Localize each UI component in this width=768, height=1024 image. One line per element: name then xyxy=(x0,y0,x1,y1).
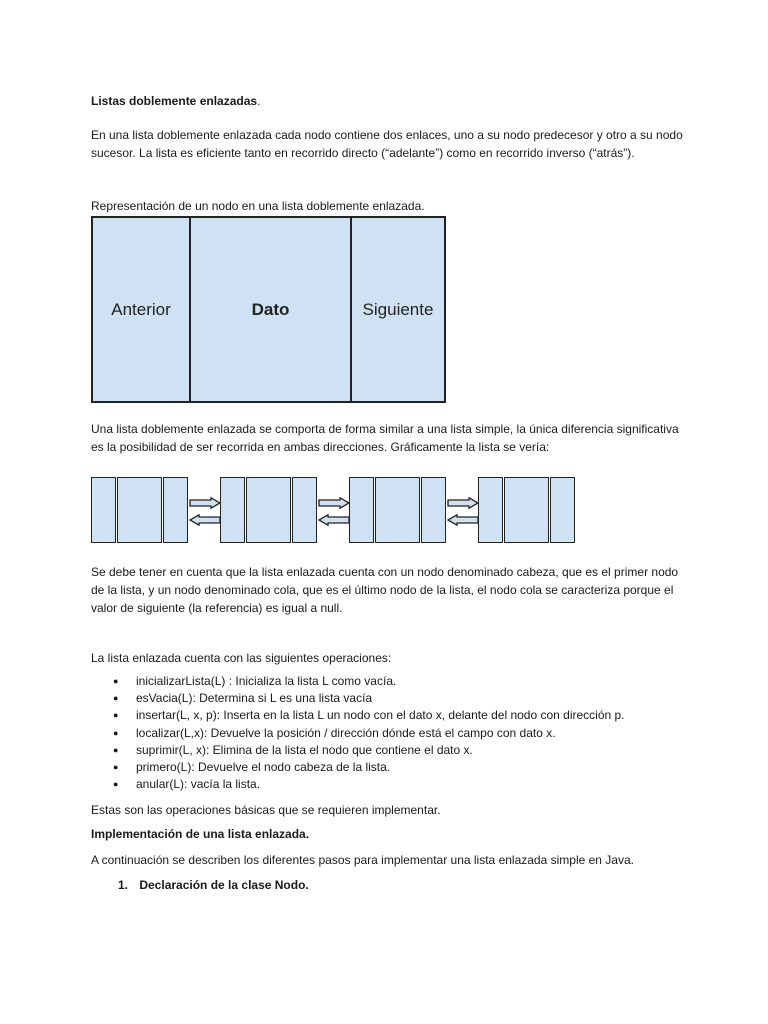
operation-item: ● localizar(L,x): Devuelve la posición / dirección dónde está el campo con dato x. xyxy=(113,725,625,742)
operation-item: ● suprimir(L, x): Elimina de la lista el nodo que contiene el dato x. xyxy=(113,742,625,759)
node-prev-cell xyxy=(478,477,503,543)
node-data-cell xyxy=(504,477,549,543)
step-text: Declaración de la clase Nodo. xyxy=(139,878,309,892)
node-caption: Representación de un nodo en una lista doblemente enlazada. xyxy=(91,199,425,213)
doubly-linked-list-diagram xyxy=(91,477,577,543)
operation-item: ● inicializarLista(L) : Inicializa la lista L como vacía. xyxy=(113,673,625,690)
node-prev-cell xyxy=(91,477,116,543)
operation-item: ● anular(L): vacía la lista. xyxy=(113,776,625,793)
intro-paragraph: En una lista doblemente enlazada cada nodo contiene dos enlaces, uno a su nodo predecesor y otro a su nodo sucesor. La lista es eficiente tanto en recorrido directo (“adelante”) como en recorrido inverso (“atrás”). xyxy=(91,128,683,160)
prev-arrow-icon xyxy=(447,514,479,526)
next-arrow-icon xyxy=(189,497,221,509)
node-field-siguiente: Siguiente xyxy=(350,218,444,401)
node-data-cell xyxy=(375,477,420,543)
operations-list xyxy=(113,673,625,793)
node-data-cell xyxy=(246,477,291,543)
implementation-title: Implementación de una lista enlazada. xyxy=(91,827,310,841)
basic-operations-note: Estas son las operaciones básicas que se requieren implementar. xyxy=(91,803,441,817)
node-next-cell xyxy=(550,477,575,543)
step-1-heading xyxy=(118,876,309,894)
similar-paragraph: Una lista doblemente enlazada se comporta de forma similar a una lista simple, la única diferencia significativa es la posibilidad de ser recorrida en ambas direcciones. Gráficamente la lista se vería: xyxy=(91,422,679,454)
step-number: 1. xyxy=(118,878,129,892)
operation-item: ● primero(L): Devuelve el nodo cabeza de la lista. xyxy=(113,759,625,776)
operation-item: ● esVacia(L): Determina si L es una lista vacía xyxy=(113,690,625,707)
section-title: Listas doblemente enlazadas. xyxy=(91,94,261,108)
operation-item: ● insertar(L, x, p): Inserta en la lista L un nodo con el dato x, delante del nodo con dirección p. xyxy=(113,707,625,724)
node-field-dato: Dato xyxy=(189,218,350,401)
node-prev-cell xyxy=(220,477,245,543)
node-next-cell xyxy=(292,477,317,543)
node-data-cell xyxy=(117,477,162,543)
node-next-cell xyxy=(421,477,446,543)
implementation-paragraph: A continuación se describen los diferentes pasos para implementar una lista enlazada simple en Java. xyxy=(91,853,634,867)
node-field-anterior: Anterior xyxy=(111,299,171,319)
head-tail-paragraph: Se debe tener en cuenta que la lista enlazada cuenta con un nodo denominado cabeza, que es el primer nodo de la lista, y un nodo denominado cola, que es el último nodo de la lista, el nodo cola se caracteriza porque el valor de siguiente (la referencia) es igual a null. xyxy=(91,565,679,615)
prev-arrow-icon xyxy=(318,514,350,526)
prev-arrow-icon xyxy=(189,514,221,526)
operations-intro: La lista enlazada cuenta con las siguientes operaciones: xyxy=(91,651,392,665)
node-prev-cell xyxy=(349,477,374,543)
next-arrow-icon xyxy=(318,497,350,509)
node-diagram xyxy=(91,216,446,403)
node-next-cell xyxy=(163,477,188,543)
next-arrow-icon xyxy=(447,497,479,509)
